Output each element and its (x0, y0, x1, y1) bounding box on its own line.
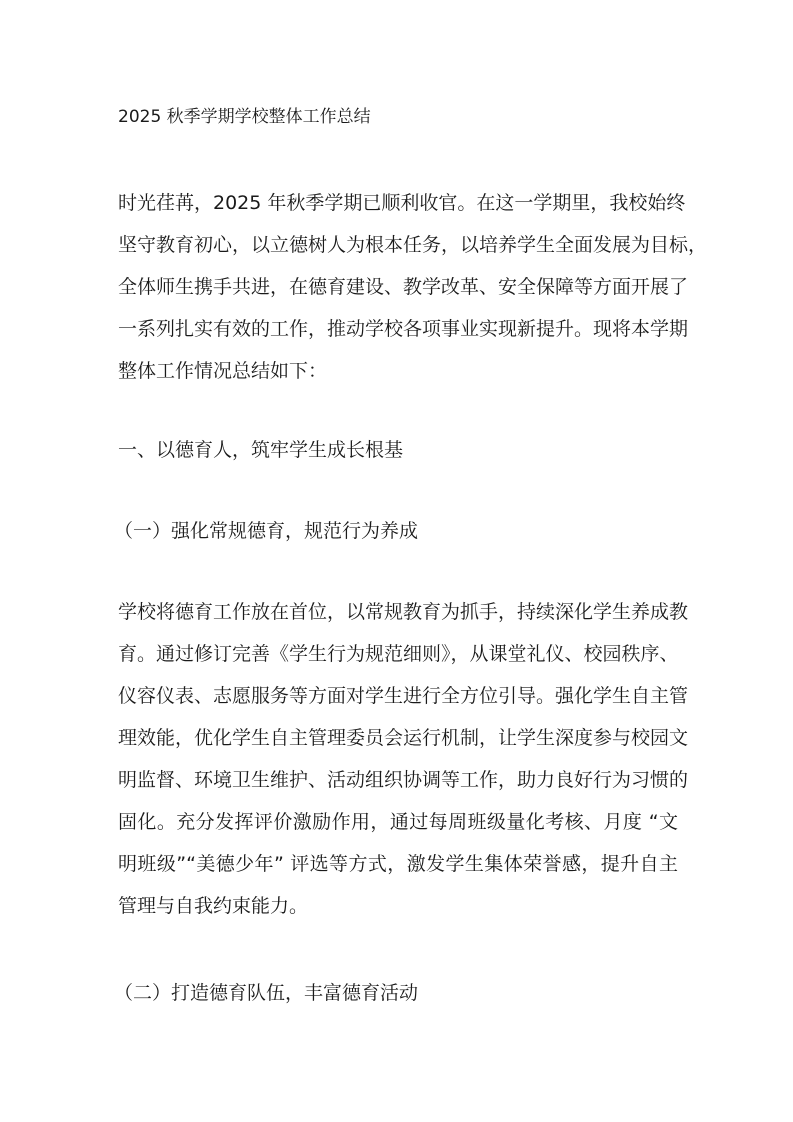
intro-line: 时光荏苒，2025 年秋季学期已顺利收官。在这一学期里，我校始终 (118, 192, 686, 214)
paragraph-line: 明班级”“美德少年” 评选等方式，激发学生集体荣誉感，提升自主 (118, 853, 678, 875)
section-heading: 一、以德育人，筑牢学生成长根基 (118, 439, 404, 461)
document-title: 2025 秋季学期学校整体工作总结 (118, 107, 371, 127)
subsection-heading: （二）打造德育队伍，丰富德育活动 (114, 982, 419, 1004)
subsection-heading: （一）强化常规德育，规范行为养成 (114, 520, 419, 542)
intro-line: 全体师生携手共进，在德育建设、教学改革、安全保障等方面开展了 (118, 276, 689, 298)
paragraph-line: 仪容仪表、志愿服务等方面对学生进行全方位引导。强化学生自主管 (118, 685, 689, 707)
intro-line: 一系列扎实有效的工作，推动学校各项事业实现新提升。现将本学期 (118, 318, 689, 340)
paragraph-line: 学校将德育工作放在首位，以常规教育为抓手，持续深化学生养成教 (118, 601, 689, 623)
paragraph-line: 理效能，优化学生自主管理委员会运行机制，让学生深度参与校园文 (118, 727, 689, 749)
paragraph-line: 管理与自我约束能力。 (118, 895, 309, 917)
paragraph-line: 固化。充分发挥评价激励作用，通过每周班级量化考核、月度 “文 (118, 811, 678, 833)
paragraph-line: 明监督、环境卫生维护、活动组织协调等工作，助力良好行为习惯的 (118, 769, 689, 791)
paragraph-line: 育。通过修订完善《学生行为规范细则》，从课堂礼仪、校园秩序、 (118, 643, 679, 665)
intro-line: 坚守教育初心，以立德树人为根本任务，以培养学生全面发展为目标， (118, 234, 708, 256)
intro-line: 整体工作情况总结如下： (118, 360, 328, 382)
